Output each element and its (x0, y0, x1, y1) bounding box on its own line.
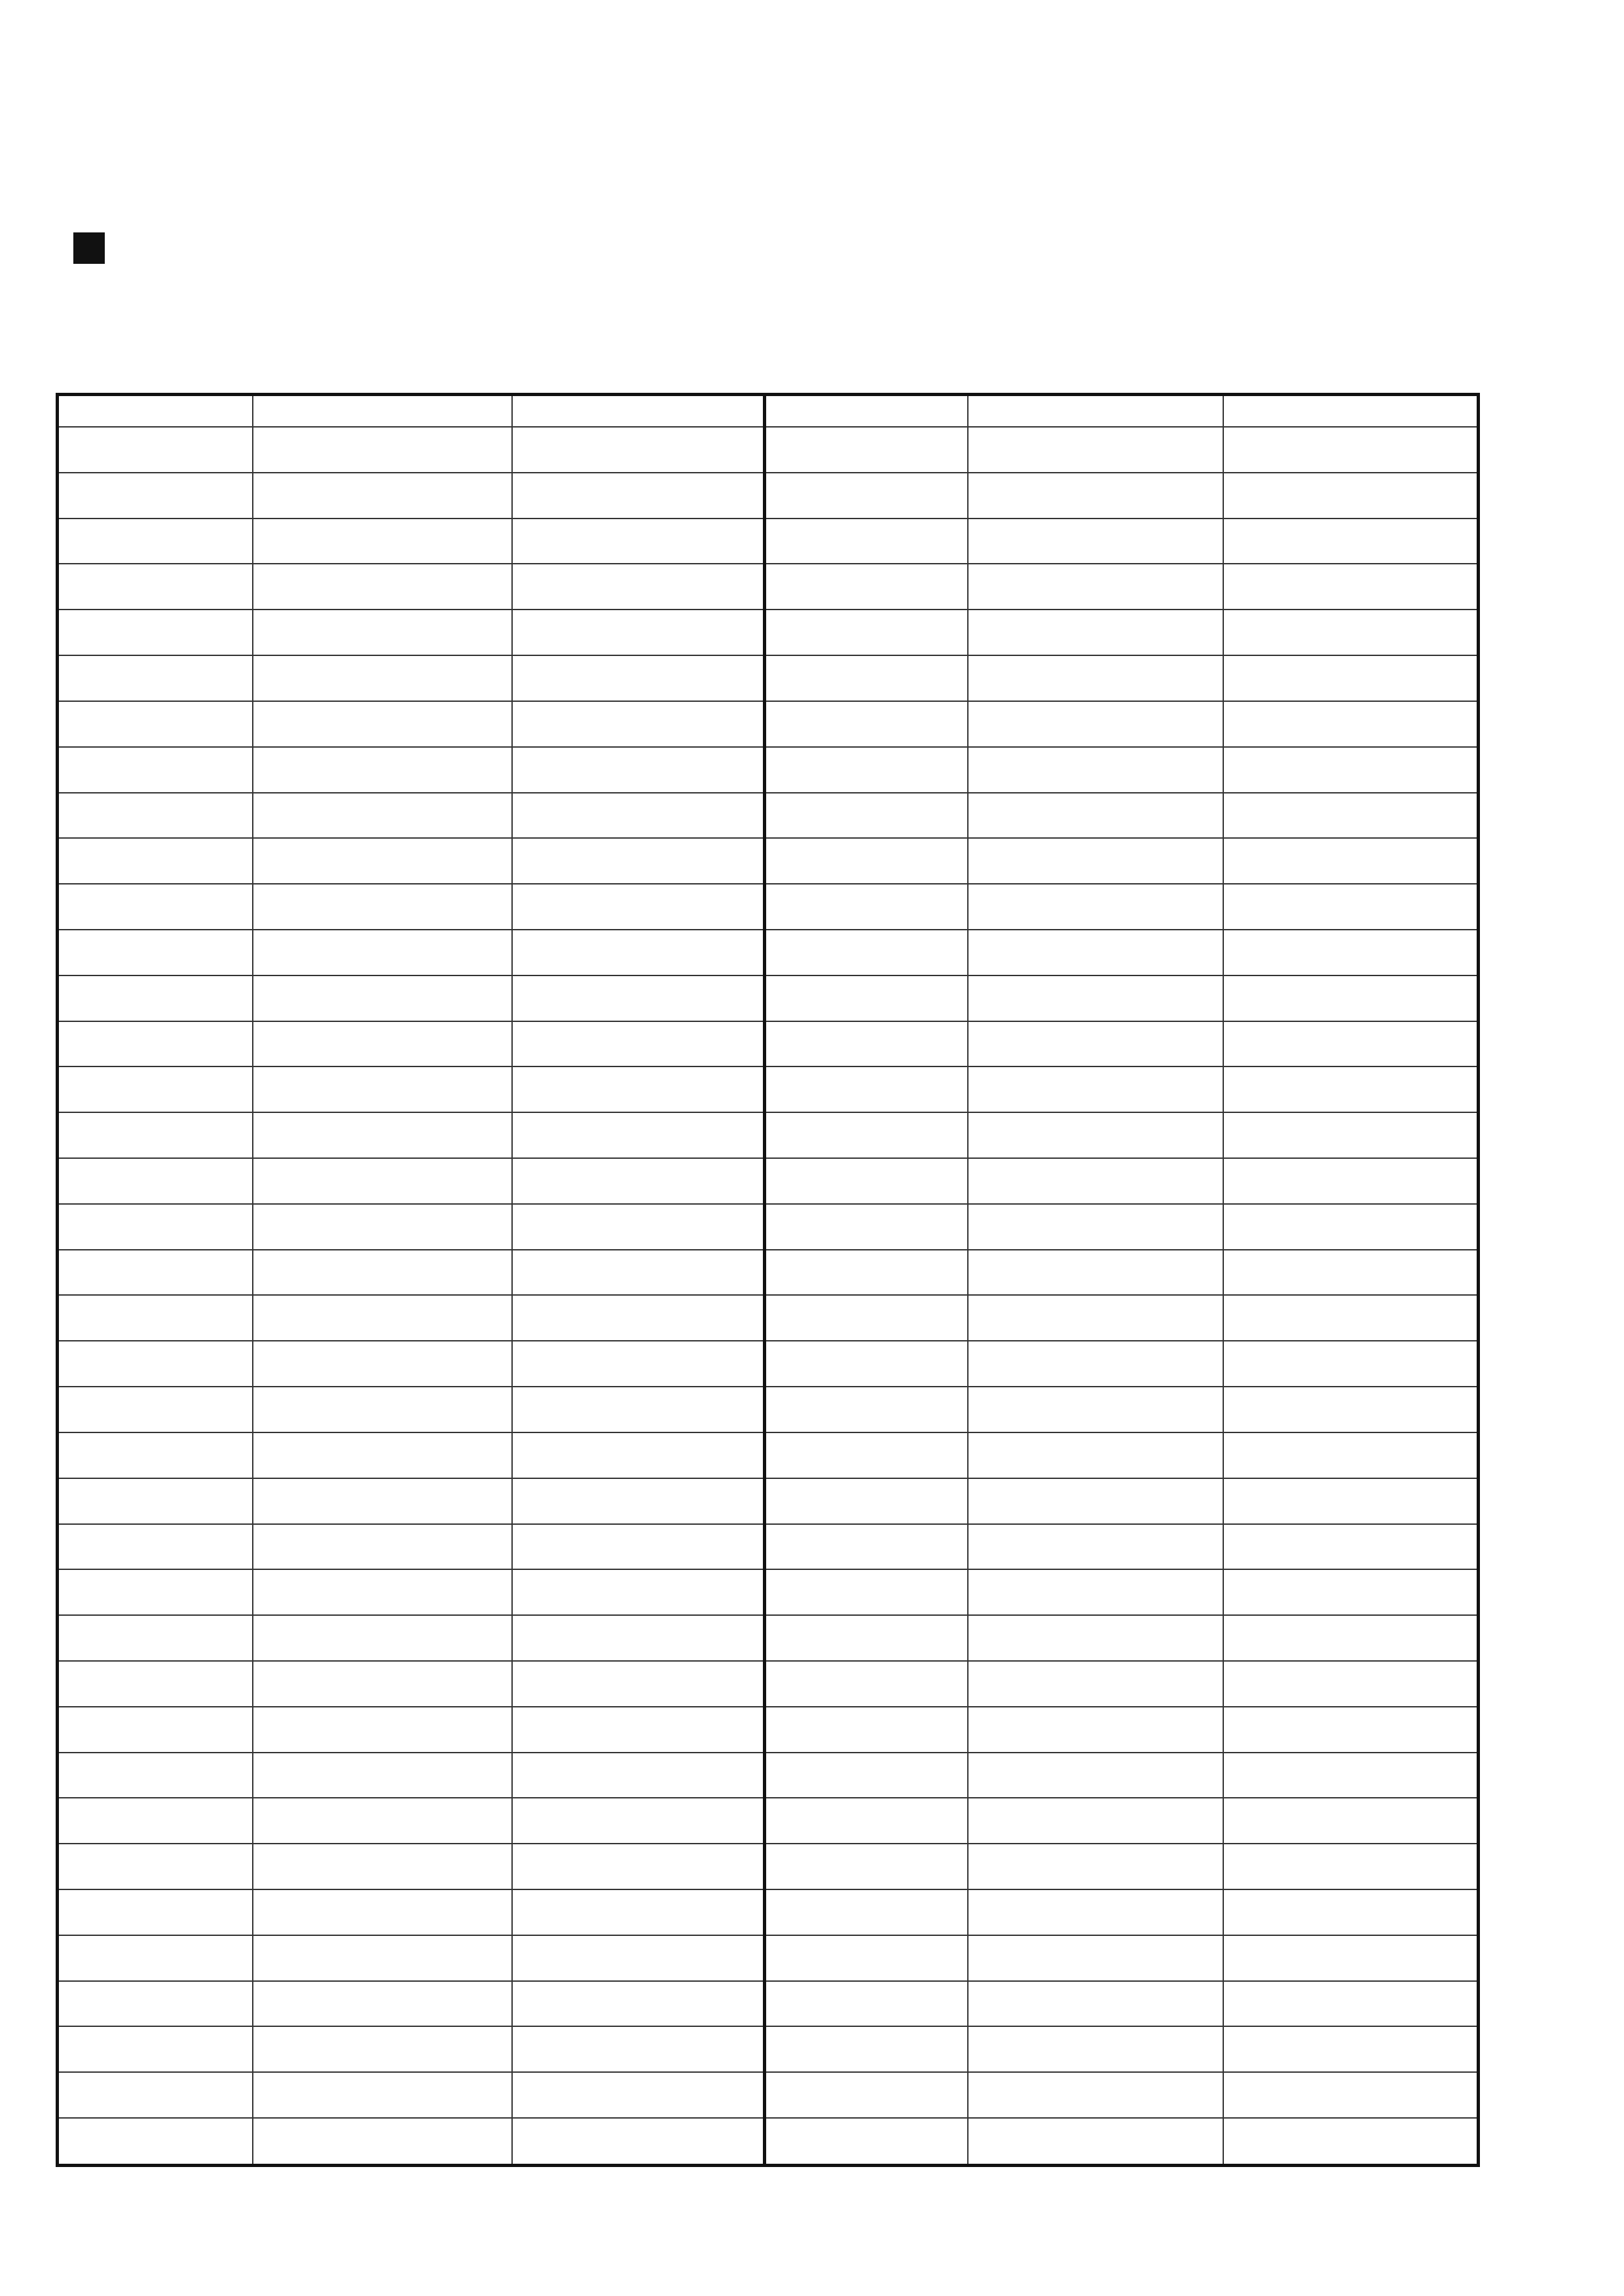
quarter-watt-part-cell (968, 747, 1223, 793)
value-cell (765, 473, 968, 519)
quarter-watt-part-cell (253, 655, 512, 701)
quarter-watt-part-cell (253, 1844, 512, 1889)
sixth-watt-part-cell (512, 1889, 765, 1935)
quarter-watt-part-cell (253, 1250, 512, 1296)
quarter-watt-part-cell (253, 564, 512, 610)
sixth-watt-part-cell (512, 1707, 765, 1753)
value-cell (58, 1112, 253, 1158)
quarter-watt-part-cell (968, 519, 1223, 564)
quarter-watt-part-cell (968, 1158, 1223, 1204)
empty-cell (765, 1889, 968, 1935)
col-header-value-left (58, 395, 253, 428)
value-cell (58, 1707, 253, 1753)
quarter-watt-part-cell (968, 930, 1223, 975)
sixth-watt-part-cell (1223, 1524, 1479, 1570)
sixth-watt-part-cell (512, 975, 765, 1021)
value-cell (765, 975, 968, 1021)
table-row (58, 1112, 1479, 1158)
sixth-watt-part-cell (512, 1798, 765, 1844)
sixth-watt-part-cell (512, 1112, 765, 1158)
sixth-watt-part-cell (512, 1295, 765, 1341)
empty-cell (765, 2072, 968, 2118)
table-row (58, 2026, 1479, 2072)
quarter-watt-part-cell (968, 1753, 1223, 1798)
sixth-watt-part-cell (512, 1981, 765, 2027)
quarter-watt-part-cell (253, 1158, 512, 1204)
value-cell (765, 1204, 968, 1250)
quarter-watt-part-cell (253, 1295, 512, 1341)
sixth-watt-part-cell (1223, 747, 1479, 793)
value-cell (765, 610, 968, 655)
quarter-watt-part-cell (968, 1844, 1223, 1889)
quarter-watt-part-cell (253, 519, 512, 564)
quarter-watt-part-cell (968, 1798, 1223, 1844)
sixth-watt-part-cell (512, 2072, 765, 2118)
empty-cell (765, 2118, 968, 2165)
table-row (58, 1889, 1479, 1935)
value-cell (58, 1753, 253, 1798)
sixth-watt-part-cell (512, 793, 765, 839)
empty-cell (1223, 2026, 1479, 2072)
quarter-watt-part-cell (253, 1112, 512, 1158)
sixth-watt-part-cell (512, 930, 765, 975)
value-cell (765, 655, 968, 701)
value-cell (58, 564, 253, 610)
sixth-watt-part-cell (512, 427, 765, 473)
value-cell (58, 1021, 253, 1067)
value-cell (58, 1935, 253, 1981)
value-cell (58, 1432, 253, 1478)
quarter-watt-part-cell (968, 427, 1223, 473)
quarter-watt-part-cell (968, 655, 1223, 701)
empty-cell (1223, 1889, 1479, 1935)
quarter-watt-part-cell (968, 1112, 1223, 1158)
quarter-watt-part-cell (253, 884, 512, 930)
sixth-watt-part-cell (1223, 1753, 1479, 1798)
value-cell (58, 2026, 253, 2072)
empty-cell (765, 2026, 968, 2072)
table-row (58, 1981, 1479, 2027)
quarter-watt-part-cell (253, 1021, 512, 1067)
quarter-watt-part-cell (253, 930, 512, 975)
sixth-watt-part-cell (1223, 427, 1479, 473)
quarter-watt-part-cell (253, 1432, 512, 1478)
value-cell (58, 701, 253, 747)
value-cell (765, 1341, 968, 1387)
sixth-watt-part-cell (1223, 1250, 1479, 1296)
empty-cell (968, 1889, 1223, 1935)
sixth-watt-part-cell (1223, 1615, 1479, 1661)
table-row (58, 793, 1479, 839)
value-cell (58, 655, 253, 701)
value-cell (765, 747, 968, 793)
quarter-watt-part-cell (968, 838, 1223, 884)
sixth-watt-part-cell (512, 1935, 765, 1981)
sixth-watt-part-cell (512, 701, 765, 747)
table-row (58, 655, 1479, 701)
sixth-watt-part-cell (1223, 1707, 1479, 1753)
quarter-watt-part-cell (968, 1387, 1223, 1432)
quarter-watt-part-cell (253, 975, 512, 1021)
value-cell (58, 1066, 253, 1112)
quarter-watt-part-cell (253, 473, 512, 519)
value-cell (765, 838, 968, 884)
empty-cell (968, 2118, 1223, 2165)
value-cell (58, 519, 253, 564)
sixth-watt-part-cell (512, 1615, 765, 1661)
value-cell (765, 1250, 968, 1296)
table-row (58, 1661, 1479, 1707)
sixth-watt-part-cell (512, 1661, 765, 1707)
quarter-watt-part-cell (968, 701, 1223, 747)
square-bullet-icon (73, 232, 105, 264)
empty-cell (765, 1981, 968, 2027)
table-row (58, 1295, 1479, 1341)
value-cell (58, 1158, 253, 1204)
sixth-watt-part-cell (1223, 1569, 1479, 1615)
sixth-watt-part-cell (1223, 793, 1479, 839)
table-row (58, 1250, 1479, 1296)
quarter-watt-part-cell (968, 1341, 1223, 1387)
value-cell (765, 701, 968, 747)
quarter-watt-part-cell (968, 1066, 1223, 1112)
table-row (58, 1478, 1479, 1524)
quarter-watt-part-cell (253, 838, 512, 884)
value-cell (58, 975, 253, 1021)
value-cell (58, 1981, 253, 2027)
quarter-watt-part-cell (968, 1204, 1223, 1250)
value-cell (58, 1524, 253, 1570)
sixth-watt-part-cell (512, 747, 765, 793)
empty-cell (968, 1981, 1223, 2027)
sixth-watt-part-cell (1223, 1204, 1479, 1250)
quarter-watt-part-cell (253, 2118, 512, 2165)
sixth-watt-part-cell (512, 2026, 765, 2072)
value-cell (765, 884, 968, 930)
quarter-watt-part-cell (968, 1021, 1223, 1067)
sixth-watt-part-cell (1223, 1112, 1479, 1158)
value-cell (58, 747, 253, 793)
quarter-watt-part-cell (968, 473, 1223, 519)
value-cell (765, 930, 968, 975)
table-row (58, 930, 1479, 975)
parts-table (56, 393, 1480, 2167)
sixth-watt-part-cell (1223, 1341, 1479, 1387)
col-header-quarter-watt-left (253, 395, 512, 428)
table-row (58, 1569, 1479, 1615)
sixth-watt-part-cell (512, 1066, 765, 1112)
quarter-watt-part-cell (253, 701, 512, 747)
sixth-watt-part-cell (512, 1478, 765, 1524)
value-cell (58, 1569, 253, 1615)
quarter-watt-part-cell (253, 747, 512, 793)
table-row (58, 1615, 1479, 1661)
value-cell (58, 473, 253, 519)
value-cell (58, 838, 253, 884)
table-row (58, 884, 1479, 930)
quarter-watt-part-cell (968, 564, 1223, 610)
sixth-watt-part-cell (1223, 1661, 1479, 1707)
sixth-watt-part-cell (1223, 1432, 1479, 1478)
sixth-watt-part-cell (512, 1524, 765, 1570)
quarter-watt-part-cell (968, 884, 1223, 930)
value-cell (765, 1615, 968, 1661)
quarter-watt-part-cell (253, 1981, 512, 2027)
value-cell (765, 1844, 968, 1889)
table-row (58, 1707, 1479, 1753)
table-row (58, 1935, 1479, 1981)
quarter-watt-part-cell (253, 1204, 512, 1250)
table-row (58, 1798, 1479, 1844)
quarter-watt-part-cell (968, 975, 1223, 1021)
value-cell (58, 793, 253, 839)
sixth-watt-part-cell (1223, 1387, 1479, 1432)
empty-cell (765, 1935, 968, 1981)
quarter-watt-part-cell (968, 1615, 1223, 1661)
value-cell (58, 1844, 253, 1889)
value-cell (58, 1798, 253, 1844)
quarter-watt-part-cell (253, 427, 512, 473)
sixth-watt-part-cell (512, 1387, 765, 1432)
table-row (58, 1204, 1479, 1250)
sixth-watt-part-cell (1223, 1798, 1479, 1844)
quarter-watt-part-cell (253, 1889, 512, 1935)
table-row (58, 975, 1479, 1021)
table-row (58, 838, 1479, 884)
quarter-watt-part-cell (968, 1478, 1223, 1524)
sixth-watt-part-cell (1223, 1295, 1479, 1341)
empty-cell (968, 2026, 1223, 2072)
value-cell (765, 1432, 968, 1478)
sixth-watt-part-cell (1223, 701, 1479, 747)
sixth-watt-part-cell (512, 1341, 765, 1387)
table-row (58, 473, 1479, 519)
sixth-watt-part-cell (512, 838, 765, 884)
col-header-quarter-watt-right (968, 395, 1223, 428)
sixth-watt-part-cell (1223, 975, 1479, 1021)
sixth-watt-part-cell (512, 473, 765, 519)
table-header-row (58, 395, 1479, 428)
value-cell (765, 1524, 968, 1570)
empty-cell (1223, 1981, 1479, 2027)
sixth-watt-part-cell (1223, 1021, 1479, 1067)
value-cell (58, 1204, 253, 1250)
quarter-watt-part-cell (968, 1707, 1223, 1753)
quarter-watt-part-cell (253, 1753, 512, 1798)
sixth-watt-part-cell (512, 1569, 765, 1615)
value-cell (765, 1753, 968, 1798)
empty-cell (1223, 2072, 1479, 2118)
value-cell (58, 1387, 253, 1432)
table-row (58, 1753, 1479, 1798)
quarter-watt-part-cell (253, 1798, 512, 1844)
value-cell (58, 1341, 253, 1387)
sixth-watt-part-cell (512, 1021, 765, 1067)
quarter-watt-part-cell (253, 793, 512, 839)
sixth-watt-part-cell (512, 1204, 765, 1250)
empty-cell (1223, 1935, 1479, 1981)
value-cell (58, 1478, 253, 1524)
table-row (58, 610, 1479, 655)
sixth-watt-part-cell (1223, 1158, 1479, 1204)
sixth-watt-part-cell (1223, 473, 1479, 519)
col-header-sixth-watt-left (512, 395, 765, 428)
quarter-watt-part-cell (253, 1524, 512, 1570)
value-cell (58, 1615, 253, 1661)
quarter-watt-part-cell (253, 1478, 512, 1524)
quarter-watt-part-cell (253, 1707, 512, 1753)
value-cell (765, 1295, 968, 1341)
sixth-watt-part-cell (512, 884, 765, 930)
section-heading (73, 232, 120, 264)
value-cell (765, 519, 968, 564)
table-row (58, 747, 1479, 793)
table-row (58, 1387, 1479, 1432)
value-cell (58, 1250, 253, 1296)
value-cell (765, 1707, 968, 1753)
quarter-watt-part-cell (253, 1661, 512, 1707)
quarter-watt-part-cell (968, 1661, 1223, 1707)
quarter-watt-part-cell (253, 610, 512, 655)
value-cell (58, 2118, 253, 2165)
value-cell (765, 1112, 968, 1158)
sixth-watt-part-cell (512, 519, 765, 564)
sixth-watt-part-cell (512, 2118, 765, 2165)
quarter-watt-part-cell (253, 1615, 512, 1661)
value-cell (765, 1661, 968, 1707)
sixth-watt-part-cell (512, 610, 765, 655)
value-cell (765, 564, 968, 610)
table-row (58, 1524, 1479, 1570)
value-cell (765, 1021, 968, 1067)
sixth-watt-part-cell (512, 1250, 765, 1296)
table-row (58, 1066, 1479, 1112)
quarter-watt-part-cell (968, 610, 1223, 655)
quarter-watt-part-cell (968, 1432, 1223, 1478)
sixth-watt-part-cell (512, 1158, 765, 1204)
value-cell (58, 1295, 253, 1341)
table-row (58, 1341, 1479, 1387)
empty-cell (968, 1935, 1223, 1981)
quarter-watt-part-cell (253, 2072, 512, 2118)
value-cell (765, 793, 968, 839)
quarter-watt-part-cell (968, 1295, 1223, 1341)
quarter-watt-part-cell (968, 793, 1223, 839)
sixth-watt-part-cell (1223, 564, 1479, 610)
table-row (58, 564, 1479, 610)
value-cell (58, 884, 253, 930)
table-row (58, 519, 1479, 564)
sixth-watt-part-cell (1223, 1478, 1479, 1524)
value-cell (765, 427, 968, 473)
value-cell (58, 1889, 253, 1935)
table-row (58, 1432, 1479, 1478)
value-cell (765, 1066, 968, 1112)
value-cell (765, 1158, 968, 1204)
value-cell (765, 1387, 968, 1432)
empty-cell (1223, 2118, 1479, 2165)
table-row (58, 2118, 1479, 2165)
quarter-watt-part-cell (968, 1250, 1223, 1296)
col-header-value-right (765, 395, 968, 428)
quarter-watt-part-cell (253, 1066, 512, 1112)
quarter-watt-part-cell (253, 1935, 512, 1981)
sixth-watt-part-cell (1223, 610, 1479, 655)
sixth-watt-part-cell (512, 1844, 765, 1889)
quarter-watt-part-cell (253, 1569, 512, 1615)
table-row (58, 1844, 1479, 1889)
quarter-watt-part-cell (253, 1387, 512, 1432)
table-row (58, 2072, 1479, 2118)
sixth-watt-part-cell (512, 1753, 765, 1798)
quarter-watt-part-cell (968, 1569, 1223, 1615)
sixth-watt-part-cell (1223, 884, 1479, 930)
sixth-watt-part-cell (512, 655, 765, 701)
sixth-watt-part-cell (1223, 930, 1479, 975)
value-cell (58, 1661, 253, 1707)
empty-cell (968, 2072, 1223, 2118)
sixth-watt-part-cell (1223, 1066, 1479, 1112)
value-cell (58, 427, 253, 473)
sixth-watt-part-cell (1223, 1844, 1479, 1889)
col-header-sixth-watt-right (1223, 395, 1479, 428)
table-row (58, 1158, 1479, 1204)
table-row (58, 701, 1479, 747)
value-cell (765, 1798, 968, 1844)
value-cell (58, 610, 253, 655)
table-row (58, 1021, 1479, 1067)
value-cell (765, 1478, 968, 1524)
value-cell (58, 930, 253, 975)
value-cell (58, 2072, 253, 2118)
sixth-watt-part-cell (1223, 519, 1479, 564)
sixth-watt-part-cell (1223, 838, 1479, 884)
quarter-watt-part-cell (968, 1524, 1223, 1570)
sixth-watt-part-cell (512, 564, 765, 610)
table-row (58, 427, 1479, 473)
quarter-watt-part-cell (253, 2026, 512, 2072)
sixth-watt-part-cell (512, 1432, 765, 1478)
value-cell (765, 1569, 968, 1615)
quarter-watt-part-cell (253, 1341, 512, 1387)
sixth-watt-part-cell (1223, 655, 1479, 701)
